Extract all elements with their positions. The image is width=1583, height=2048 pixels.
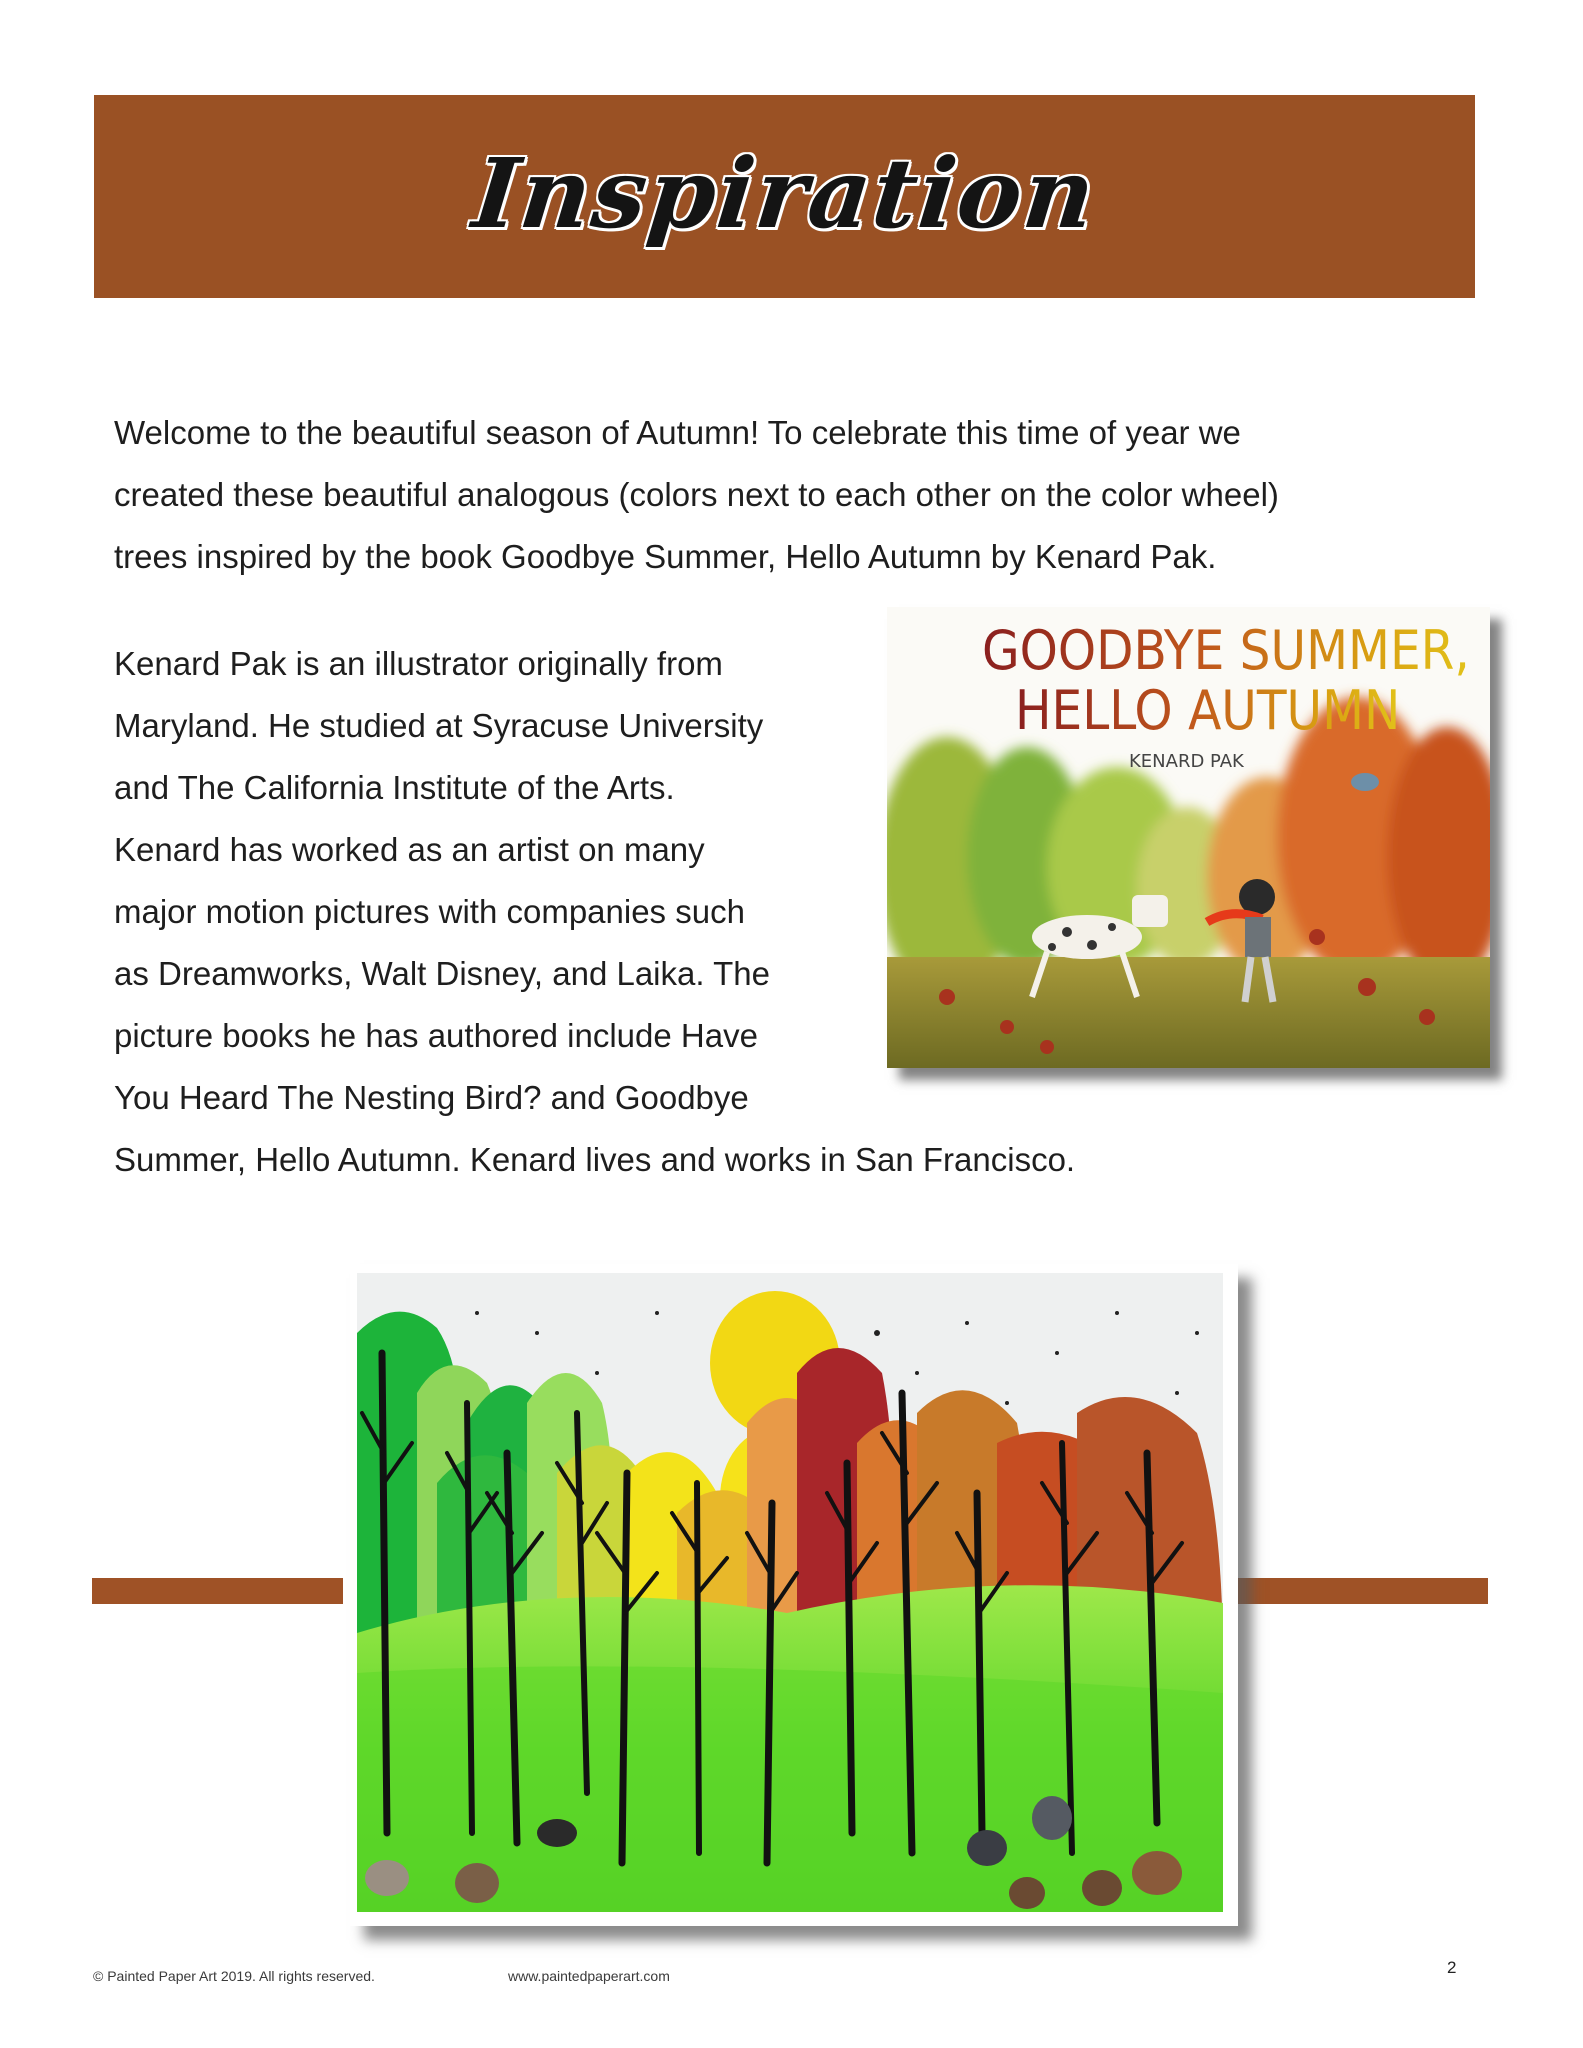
book-title-line1: GOODBYE SUMMER,: [982, 619, 1470, 682]
bio-line: Kenard Pak is an illustrator originally from: [114, 645, 723, 682]
footer-website-link[interactable]: www.paintedpaperart.com: [508, 1968, 670, 1984]
bio-line: major motion pictures with companies such: [114, 893, 745, 930]
bio-line: picture books he has authored include Have: [114, 1017, 758, 1054]
book-author: KENARD PAK: [1129, 751, 1244, 772]
book-cover-image: [887, 607, 1490, 1068]
page-number: 2: [1447, 1958, 1457, 1977]
intro-paragraph: [114, 402, 1434, 588]
footer-copyright: © Painted Paper Art 2019. All rights reserved.: [93, 1968, 375, 1984]
title-banner: [94, 95, 1475, 298]
divider-bar-left: [92, 1578, 343, 1604]
divider-bar-right: [1238, 1578, 1488, 1604]
page-title: Inspiration: [467, 137, 1102, 250]
bio-line: as Dreamworks, Walt Disney, and Laika. The: [114, 955, 770, 992]
book-title-line2: HELLO AUTUMN: [1015, 679, 1401, 742]
bio-line: and The California Institute of the Arts.: [114, 769, 675, 806]
bio-line: Summer, Hello Autumn. Kenard lives and works in San Francisco.: [114, 1141, 1076, 1178]
bio-line: Maryland. He studied at Syracuse University: [114, 707, 764, 744]
bio-line: You Heard The Nesting Bird? and Goodbye: [114, 1079, 749, 1116]
painting-frame: [350, 1264, 1238, 1926]
intro-line: Welcome to the beautiful season of Autumn! To celebrate this time of year we: [114, 414, 1241, 451]
bio-line: Kenard has worked as an artist on many: [114, 831, 705, 868]
intro-line: created these beautiful analogous (colors next to each other on the color wheel): [114, 476, 1279, 513]
autumn-trees-painting: [357, 1273, 1223, 1912]
intro-line: trees inspired by the book Goodbye Summer, Hello Autumn by Kenard Pak.: [114, 538, 1217, 575]
